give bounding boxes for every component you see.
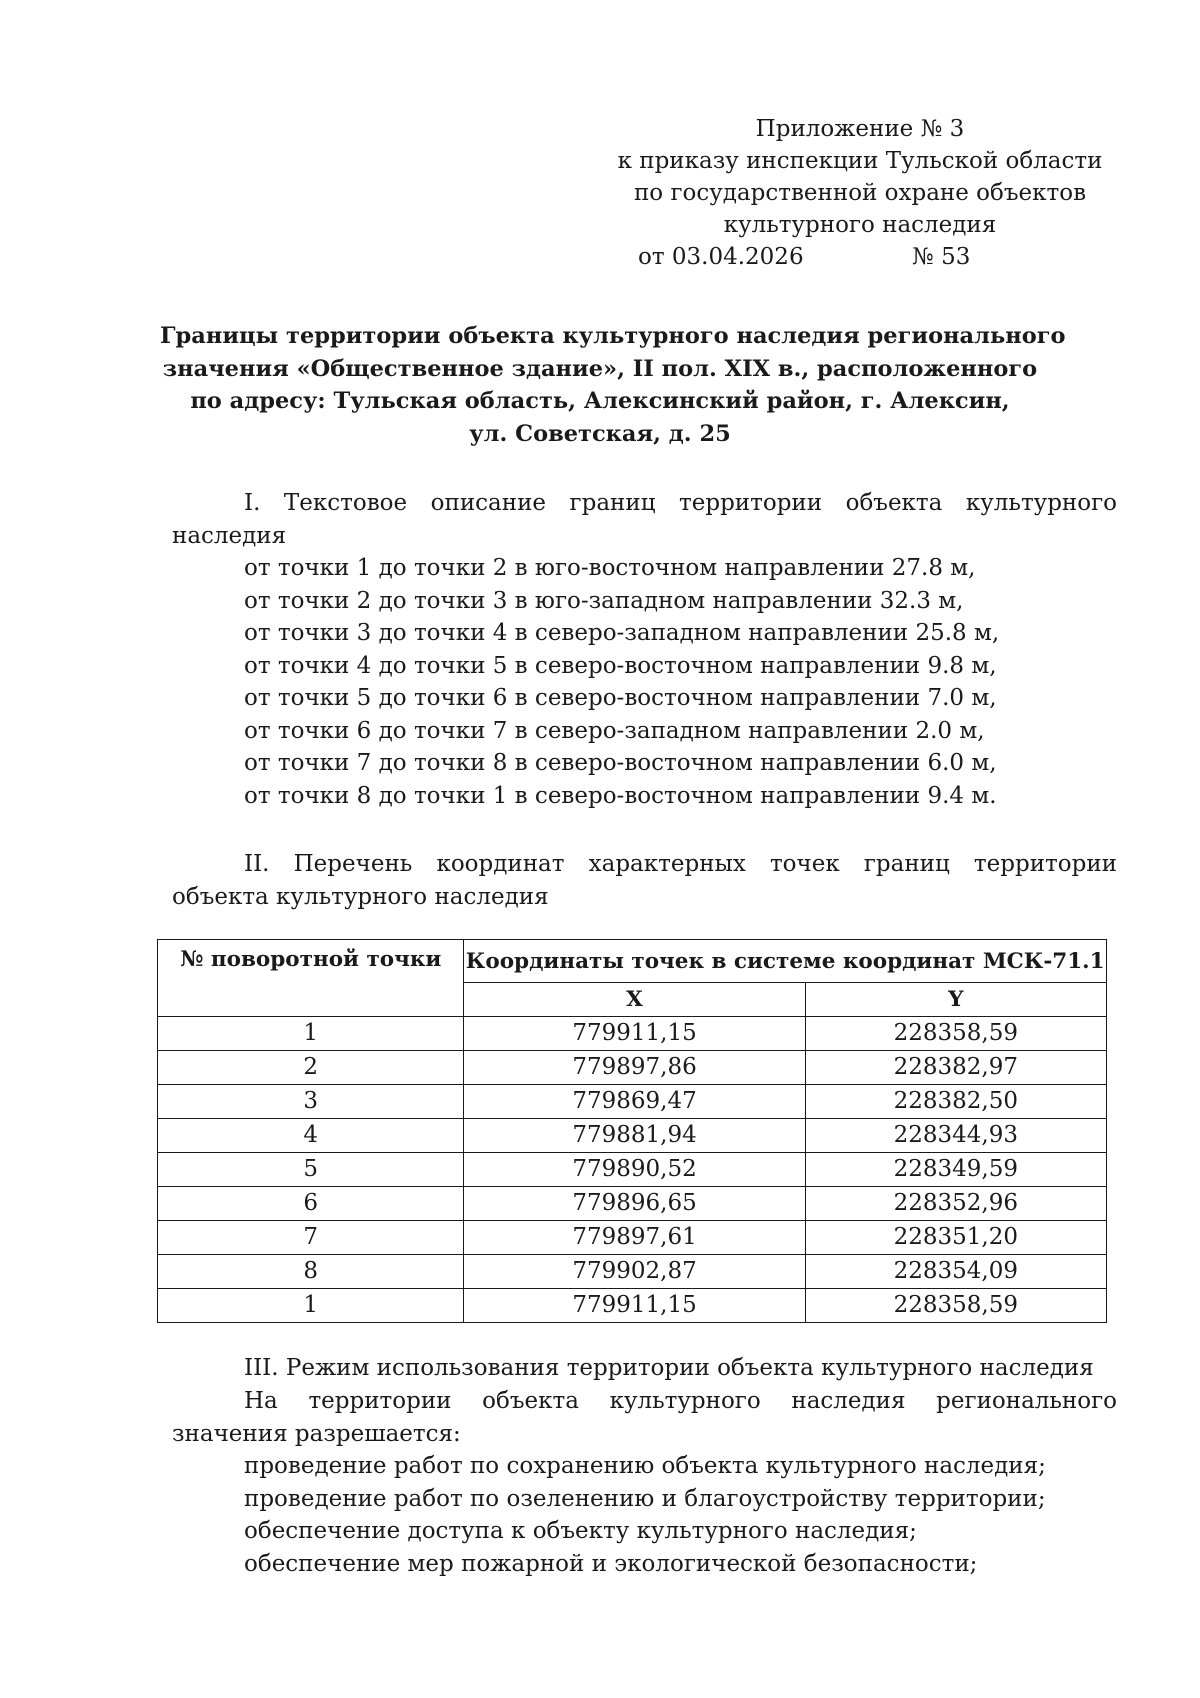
title-line-1: Границы территории объекта культурного наследия регионального bbox=[160, 323, 1066, 349]
cell-x: 779890,52 bbox=[464, 1153, 805, 1187]
cell-point: 5 bbox=[158, 1153, 464, 1187]
document-title bbox=[160, 320, 1066, 450]
list-item: проведение работ по озеленению и благоустройству территории; bbox=[244, 1485, 1046, 1512]
table-row bbox=[158, 1221, 1107, 1255]
cell-point: 6 bbox=[158, 1187, 464, 1221]
coordinates-table bbox=[157, 939, 1107, 1323]
allowed-activities-list bbox=[172, 1450, 1117, 1580]
col-y-header: Y bbox=[805, 983, 1106, 1017]
cell-x: 779902,87 bbox=[464, 1255, 805, 1289]
table-row bbox=[158, 1119, 1107, 1153]
cell-point: 2 bbox=[158, 1051, 464, 1085]
col-x-header: X bbox=[464, 983, 805, 1017]
cell-y: 228354,09 bbox=[805, 1255, 1106, 1289]
list-item: от точки 1 до точки 2 в юго-восточном направлении 27.8 м, bbox=[244, 555, 976, 581]
cell-x: 779911,15 bbox=[464, 1289, 805, 1323]
cell-x: 779869,47 bbox=[464, 1085, 805, 1119]
list-item: от точки 8 до точки 1 в северо-восточном направлении 9.4 м. bbox=[244, 782, 997, 809]
cell-y: 228344,93 bbox=[805, 1119, 1106, 1153]
appendix-authority-cont: культурного наследия bbox=[723, 212, 997, 238]
table-body bbox=[158, 1017, 1107, 1323]
appendix-title: Приложение № 3 bbox=[755, 116, 965, 142]
cell-y: 228352,96 bbox=[805, 1187, 1106, 1221]
list-item: от точки 2 до точки 3 в юго-западном направлении 32.3 м, bbox=[244, 587, 964, 614]
table-row bbox=[158, 1289, 1107, 1323]
title-line-3: по адресу: Тульская область, Алексинский район, г. Алексин, bbox=[190, 388, 1010, 414]
appendix-header bbox=[600, 113, 1120, 273]
cell-y: 228349,59 bbox=[805, 1153, 1106, 1187]
cell-x: 779896,65 bbox=[464, 1187, 805, 1221]
order-number: № 53 bbox=[912, 244, 971, 270]
cell-y: 228382,97 bbox=[805, 1051, 1106, 1085]
list-item: от точки 3 до точки 4 в северо-западном направлении 25.8 м, bbox=[244, 620, 1000, 646]
cell-point: 4 bbox=[158, 1119, 464, 1153]
table-row bbox=[158, 1255, 1107, 1289]
cell-point: 7 bbox=[158, 1221, 464, 1255]
list-item: проведение работ по сохранению объекта культурного наследия; bbox=[244, 1453, 1046, 1479]
cell-y: 228358,59 bbox=[805, 1289, 1106, 1323]
table-header-row bbox=[158, 940, 1107, 983]
appendix-date-row bbox=[600, 241, 1120, 273]
list-item: от точки 6 до точки 7 в северо-западном направлении 2.0 м, bbox=[244, 717, 985, 744]
col-point-header: № поворотной точки bbox=[158, 940, 464, 1017]
cell-x: 779911,15 bbox=[464, 1017, 805, 1051]
appendix-order-ref: к приказу инспекции Тульской области bbox=[617, 148, 1103, 174]
cell-x: 779897,61 bbox=[464, 1221, 805, 1255]
cell-y: 228382,50 bbox=[805, 1085, 1106, 1119]
col-coords-header: Координаты точек в системе координат МСК-71.1 bbox=[464, 940, 1107, 983]
table-row bbox=[158, 1187, 1107, 1221]
table-row bbox=[158, 1153, 1107, 1187]
title-line-4: ул. Советская, д. 25 bbox=[469, 420, 731, 447]
table-row bbox=[158, 1085, 1107, 1119]
appendix-authority: по государственной охране объектов bbox=[633, 180, 1087, 206]
cell-point: 1 bbox=[158, 1017, 464, 1051]
section-1-heading: I. Текстовое описание границ территории объекта культурного наследия bbox=[172, 490, 1117, 549]
cell-point: 8 bbox=[158, 1255, 464, 1289]
cell-y: 228358,59 bbox=[805, 1017, 1106, 1051]
cell-x: 779897,86 bbox=[464, 1051, 805, 1085]
section-2-heading: II. Перечень координат характерных точек границ территории объекта культурного наследия bbox=[172, 851, 1117, 910]
list-item: обеспечение мер пожарной и экологической безопасности; bbox=[244, 1550, 978, 1577]
list-item: обеспечение доступа к объекту культурного наследия; bbox=[244, 1518, 917, 1544]
cell-point: 3 bbox=[158, 1085, 464, 1119]
table-row bbox=[158, 1017, 1107, 1051]
boundary-description-list bbox=[172, 552, 1117, 812]
cell-x: 779881,94 bbox=[464, 1119, 805, 1153]
list-item: от точки 4 до точки 5 в северо-восточном направлении 9.8 м, bbox=[244, 652, 997, 679]
section-3-intro: На территории объекта культурного наследия регионального значения разрешается: bbox=[172, 1388, 1117, 1447]
list-item: от точки 5 до точки 6 в северо-восточном направлении 7.0 м, bbox=[244, 685, 997, 711]
order-date: от 03.04.2026 bbox=[638, 244, 804, 270]
cell-y: 228351,20 bbox=[805, 1221, 1106, 1255]
section-3-heading: III. Режим использования территории объекта культурного наследия bbox=[244, 1355, 1094, 1381]
cell-point: 1 bbox=[158, 1289, 464, 1323]
table-row bbox=[158, 1051, 1107, 1085]
title-line-2: значения «Общественное здание», II пол. XIX в., расположенного bbox=[162, 355, 1038, 382]
list-item: от точки 7 до точки 8 в северо-восточном направлении 6.0 м, bbox=[244, 750, 997, 776]
